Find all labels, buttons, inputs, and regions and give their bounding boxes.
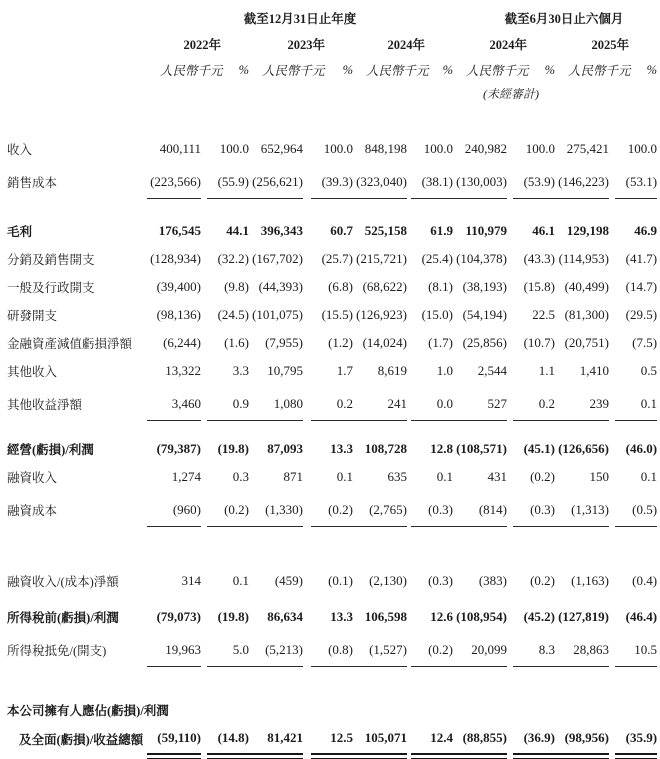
cell-value: (1,330) <box>249 491 303 527</box>
period-group-annual <box>147 6 453 30</box>
row-label: 經營(虧損)/利潤 <box>7 443 94 457</box>
cell-value: (215,721) <box>356 251 407 266</box>
cell-percent: 100.0 <box>627 141 658 156</box>
row-label: 研發開支 <box>7 309 58 323</box>
spacer-row <box>7 527 657 567</box>
cell-value: 1,080 <box>249 385 303 421</box>
table-row <box>7 217 657 245</box>
cell-percent: (55.9) <box>195 163 249 199</box>
cell-percent: 46.1 <box>532 223 556 238</box>
cell-percent: (14.7) <box>625 279 658 294</box>
cell-percent: (25.4) <box>421 251 454 266</box>
cell-value: (98,136) <box>156 307 201 322</box>
spacer-row <box>7 199 657 217</box>
table-row <box>7 719 657 755</box>
cell-value: (25,856) <box>462 335 508 350</box>
cell-value: (126,656) <box>558 441 610 456</box>
table-row <box>7 463 657 491</box>
cell-percent: (29.5) <box>625 307 658 322</box>
table-row <box>7 163 657 199</box>
cell-value: 13,322 <box>165 363 201 378</box>
cell-percent: (15.5) <box>321 307 353 322</box>
cell-percent: 13.3 <box>330 609 353 624</box>
cell-value: 150 <box>589 469 610 484</box>
cell-percent: 0.9 <box>195 385 249 421</box>
cell-value: (20,751) <box>564 335 610 350</box>
cell-value: (114,953) <box>558 251 610 266</box>
year-header-2022: 2022年 <box>183 37 221 52</box>
cell-value: (5,213) <box>249 631 303 667</box>
row-label: 融資收入/(成本)淨額 <box>7 575 119 589</box>
cell-value: 110,979 <box>465 223 508 238</box>
cell-value: (256,621) <box>249 163 303 199</box>
cell-percent: (41.7) <box>625 251 658 266</box>
cell-percent: 8.3 <box>504 631 555 667</box>
cell-value: 314 <box>181 573 201 588</box>
cell-percent: 12.5 <box>303 719 353 755</box>
cell-value: 81,421 <box>249 719 303 755</box>
cell-value: (6,244) <box>163 335 201 350</box>
cell-value: (14,024) <box>362 335 407 350</box>
cell-value: 239 <box>555 385 606 421</box>
cell-value: 240,982 <box>464 141 508 156</box>
cell-percent: 0.1 <box>336 469 353 484</box>
row-label: 金融資產減值虧損淨額 <box>7 337 133 351</box>
cell-value: 10,795 <box>267 363 303 378</box>
cell-value: 275,421 <box>566 141 610 156</box>
cell-percent: (53.1) <box>606 163 657 199</box>
cell-percent: 1.0 <box>436 363 454 378</box>
cell-value: 2,544 <box>477 363 508 378</box>
cell-value: (323,040) <box>353 163 403 199</box>
table-row <box>7 603 657 631</box>
cell-percent: (10.7) <box>523 335 556 350</box>
percent-header: % <box>442 62 454 77</box>
cell-value: 848,198 <box>364 141 407 156</box>
cell-percent: 46.9 <box>634 223 658 238</box>
cell-percent: (35.9) <box>606 719 657 755</box>
spacer-row <box>7 421 657 435</box>
cell-percent: 0.1 <box>436 469 454 484</box>
row-label: 分銷及銷售開支 <box>7 253 95 267</box>
cell-value: 241 <box>353 385 403 421</box>
cell-value: (128,934) <box>150 251 201 266</box>
cell-percent: (53.9) <box>504 163 555 199</box>
table-row <box>7 135 657 163</box>
cell-percent: 0.1 <box>232 573 249 588</box>
cell-value: 176,545 <box>158 223 201 238</box>
cell-percent: (9.8) <box>224 279 249 294</box>
unit-header: 人民幣千元 <box>160 64 223 78</box>
spacer-row <box>7 103 657 135</box>
table-head <box>7 6 657 103</box>
cell-value: 396,343 <box>260 223 303 238</box>
cell-value: 652,964 <box>260 141 303 156</box>
cell-percent: (0.8) <box>303 631 353 667</box>
cell-value: 871 <box>283 469 303 484</box>
cell-percent: (25.7) <box>321 251 353 266</box>
cell-value: (126,923) <box>356 307 407 322</box>
cell-value: (39,400) <box>156 279 201 294</box>
cell-percent: (0.2) <box>195 491 249 527</box>
table-row <box>7 385 657 421</box>
cell-value: (814) <box>453 491 504 527</box>
unaudited-note: (未經審計) <box>483 86 540 101</box>
row-label: 融資收入 <box>7 471 58 485</box>
cell-percent: 60.7 <box>330 223 353 238</box>
cell-percent: 100.0 <box>323 141 353 156</box>
cell-value: (101,075) <box>252 307 303 322</box>
cell-value: (104,378) <box>456 251 508 266</box>
table-row <box>7 491 657 527</box>
cell-value: 108,728 <box>364 441 407 456</box>
cell-value: (1,313) <box>555 491 606 527</box>
cell-value: (38,193) <box>462 279 508 294</box>
cell-value: (44,393) <box>258 279 303 294</box>
cell-percent: 0.1 <box>606 385 657 421</box>
period-group-interim <box>453 6 657 30</box>
unit-header: 人民幣千元 <box>568 64 631 78</box>
cell-percent: 12.8 <box>430 441 454 456</box>
cell-percent: 100.0 <box>423 141 454 156</box>
cell-value: 527 <box>453 385 504 421</box>
cell-percent: (38.1) <box>403 163 453 199</box>
cell-percent: (0.5) <box>606 491 657 527</box>
cell-value: 20,099 <box>453 631 504 667</box>
cell-percent: (1.6) <box>224 335 249 350</box>
cell-value: (79,387) <box>156 441 201 456</box>
table-row <box>7 631 657 667</box>
row-label: 毛利 <box>7 225 33 239</box>
cell-percent: (15.8) <box>523 279 556 294</box>
cell-value: (2,765) <box>353 491 403 527</box>
row-label: 銷售成本 <box>7 176 58 190</box>
cell-percent: 61.9 <box>430 223 454 238</box>
cell-value: (59,110) <box>147 719 195 755</box>
cell-value: 431 <box>487 469 508 484</box>
table-row <box>7 301 657 329</box>
cell-value: (459) <box>274 573 303 588</box>
cell-percent: (46.4) <box>625 609 658 624</box>
row-label: 所得稅前(虧損)/利潤 <box>7 611 119 625</box>
cell-value: (383) <box>478 573 508 588</box>
cell-value: 105,071 <box>353 719 403 755</box>
cell-value: (40,499) <box>564 279 610 294</box>
cell-percent: (14.8) <box>195 719 249 755</box>
row-label: 所得稅抵免/(開支) <box>7 644 107 658</box>
table-row <box>7 329 657 357</box>
cell-value: 87,093 <box>267 441 303 456</box>
cell-value: (79,073) <box>156 609 201 624</box>
cell-value: 106,598 <box>364 609 407 624</box>
cell-value: 635 <box>387 469 407 484</box>
cell-percent: (0.2) <box>530 573 556 588</box>
cell-percent: (0.3) <box>403 491 453 527</box>
row-label: 其他收入 <box>7 365 58 379</box>
cell-percent: (15.0) <box>421 307 454 322</box>
table-body <box>7 103 657 755</box>
period-group-row <box>7 6 657 30</box>
cell-value: (108,954) <box>456 609 508 624</box>
cell-percent: 100.0 <box>525 141 556 156</box>
year-header-2023: 2023年 <box>287 37 325 52</box>
cell-percent: (0.2) <box>530 469 556 484</box>
cell-value: 129,198 <box>566 223 610 238</box>
period-group-interim-label: 截至6月30日止六個月 <box>504 12 624 26</box>
cell-value: (1,527) <box>353 631 403 667</box>
cell-percent: (1.7) <box>428 335 454 350</box>
cell-percent: (0.3) <box>428 573 454 588</box>
percent-header: % <box>342 62 353 77</box>
cell-value: 1,410 <box>579 363 610 378</box>
year-header-row <box>7 30 657 57</box>
row-label: 及全面(虧損)/收益總額 <box>19 733 144 747</box>
cell-value: (1,163) <box>571 573 610 588</box>
cell-value: 525,158 <box>364 223 407 238</box>
financial-table <box>7 6 657 755</box>
cell-value: 400,111 <box>159 141 201 156</box>
cell-percent: 0.2 <box>504 385 555 421</box>
cell-value: 19,963 <box>147 631 195 667</box>
cell-percent: 100.0 <box>219 141 249 156</box>
percent-header: % <box>646 62 658 77</box>
cell-percent: 12.6 <box>430 609 454 624</box>
unit-header: 人民幣千元 <box>262 64 325 78</box>
cell-value: 8,619 <box>377 363 407 378</box>
cell-percent: 3.3 <box>232 363 249 378</box>
cell-value: (7,955) <box>265 335 303 350</box>
cell-percent: 0.2 <box>303 385 353 421</box>
row-label: 收入 <box>7 143 33 157</box>
cell-percent: 5.0 <box>195 631 249 667</box>
cell-percent: (46.0) <box>625 441 658 456</box>
cell-percent: (45.1) <box>523 441 556 456</box>
cell-value: 28,863 <box>555 631 606 667</box>
cell-percent: (45.2) <box>523 609 556 624</box>
cell-percent: (19.8) <box>217 441 249 456</box>
spacer-row <box>7 595 657 603</box>
unit-header-row <box>7 57 657 83</box>
year-header-2024: 2024年 <box>387 37 426 52</box>
cell-value: (146,223) <box>555 163 606 199</box>
cell-percent: 0.0 <box>403 385 453 421</box>
cell-value: (54,194) <box>462 307 508 322</box>
table-row <box>7 435 657 463</box>
cell-value: 3,460 <box>147 385 195 421</box>
cell-percent: 1.1 <box>538 363 556 378</box>
cell-value: (960) <box>147 491 195 527</box>
cell-percent: (1.2) <box>328 335 353 350</box>
cell-value: (130,003) <box>453 163 504 199</box>
cell-value: (223,566) <box>147 163 195 199</box>
cell-percent: 22.5 <box>532 307 556 322</box>
cell-percent: (43.3) <box>523 251 556 266</box>
cell-value: (68,622) <box>362 279 407 294</box>
cell-percent: (36.9) <box>504 719 555 755</box>
unit-header: 人民幣千元 <box>366 64 429 78</box>
cell-value: (81,300) <box>564 307 610 322</box>
cell-value: (98,956) <box>555 719 606 755</box>
year-header-2025-interim: 2025年 <box>591 37 630 52</box>
cell-percent: (39.3) <box>303 163 353 199</box>
cell-percent: (32.2) <box>217 251 249 266</box>
cell-percent: 0.1 <box>640 469 658 484</box>
cell-percent: 0.5 <box>640 363 658 378</box>
percent-header: % <box>238 62 249 77</box>
percent-header: % <box>544 62 556 77</box>
cell-percent: 1.7 <box>336 363 353 378</box>
cell-value: (88,855) <box>453 719 504 755</box>
cell-percent: (0.1) <box>328 573 353 588</box>
table-row <box>7 245 657 273</box>
row-label: 本公司擁有人應佔(虧損)/利潤 <box>7 704 169 718</box>
cell-percent: (24.5) <box>217 307 249 322</box>
unaudited-row <box>7 83 657 103</box>
table-row <box>7 567 657 595</box>
cell-value: (2,130) <box>369 573 407 588</box>
cell-percent: (0.3) <box>504 491 555 527</box>
row-label: 其他收益淨額 <box>7 398 83 412</box>
period-group-annual-label: 截至12月31日止年度 <box>243 12 357 26</box>
unit-header: 人民幣千元 <box>466 64 529 78</box>
cell-percent: (6.8) <box>328 279 353 294</box>
cell-percent: 12.4 <box>403 719 453 755</box>
cell-percent: (8.1) <box>428 279 454 294</box>
cell-percent: 10.5 <box>606 631 657 667</box>
cell-value: (108,571) <box>456 441 508 456</box>
cell-percent: (0.2) <box>403 631 453 667</box>
table-row <box>7 273 657 301</box>
cell-value: 86,634 <box>267 609 303 624</box>
table-row <box>7 693 657 719</box>
year-header-2024-interim: 2024年 <box>489 37 528 52</box>
spacer-row <box>7 667 657 693</box>
cell-percent: 13.3 <box>330 441 353 456</box>
cell-percent: (7.5) <box>632 335 658 350</box>
cell-percent: (0.4) <box>632 573 658 588</box>
cell-percent: (19.8) <box>217 609 249 624</box>
row-label: 融資成本 <box>7 504 58 518</box>
cell-value: (127,819) <box>558 609 610 624</box>
cell-percent: 44.1 <box>226 223 249 238</box>
cell-percent: 0.3 <box>232 469 249 484</box>
cell-value: 1,274 <box>171 469 201 484</box>
table-row <box>7 357 657 385</box>
cell-value: (167,702) <box>252 251 303 266</box>
cell-percent: (0.2) <box>303 491 353 527</box>
row-label: 一般及行政開支 <box>7 281 95 295</box>
